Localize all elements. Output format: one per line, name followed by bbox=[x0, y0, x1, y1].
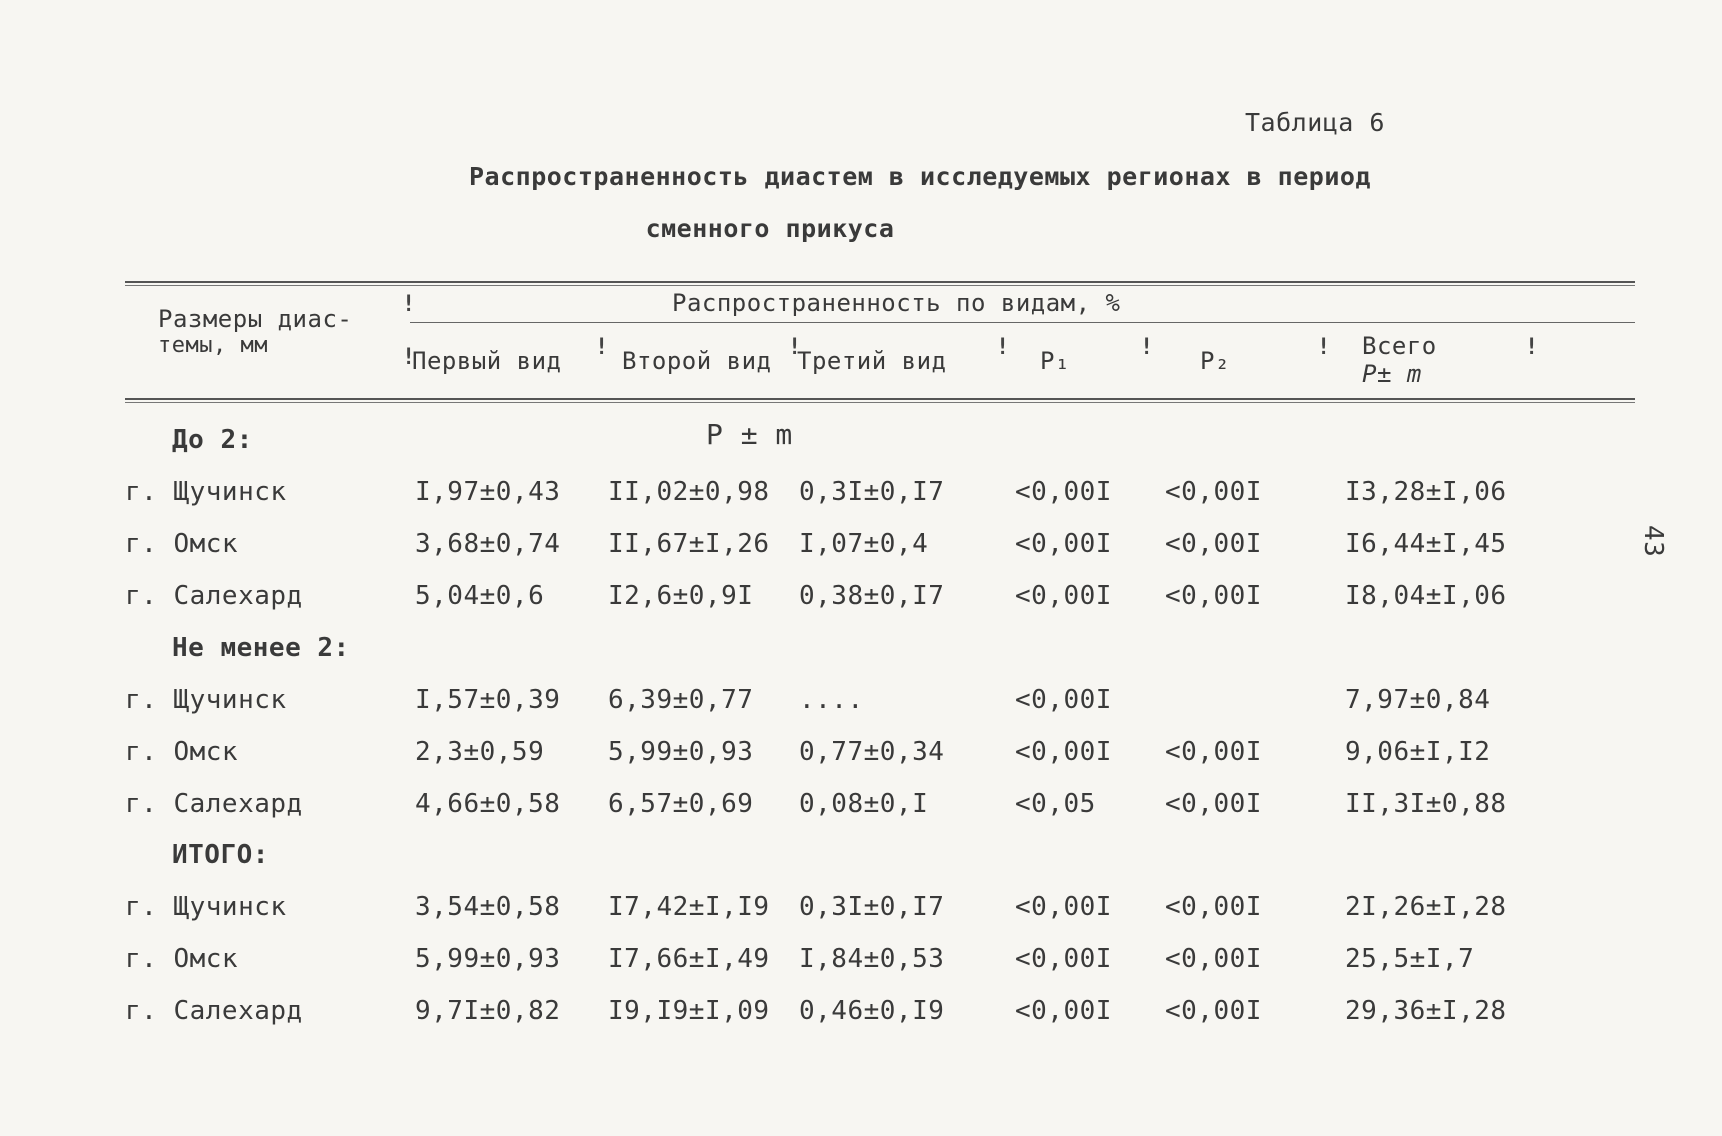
separator-mark: ! bbox=[595, 335, 609, 360]
cell-p2: <0,00I bbox=[1165, 996, 1262, 1026]
cell-p1: <0,00I bbox=[1015, 892, 1112, 922]
table-number: Таблица 6 bbox=[1245, 108, 1385, 137]
cell-p1: <0,00I bbox=[1015, 996, 1112, 1026]
table-title-line-2: сменного прикуса bbox=[645, 214, 895, 243]
column-header-third: Третий вид bbox=[797, 347, 947, 375]
cell-city: г. Щучинск bbox=[125, 685, 287, 715]
cell-third-type: 0,08±0,I bbox=[799, 789, 929, 819]
cell-p2: <0,00I bbox=[1165, 737, 1262, 767]
cell-total: 25,5±I,7 bbox=[1345, 944, 1475, 974]
cell-p2: <0,00I bbox=[1165, 944, 1262, 974]
header-bottom-rule bbox=[125, 398, 1635, 400]
size-column-header-line-1: Размеры диас- bbox=[158, 305, 353, 333]
cell-total: 2I,26±I,28 bbox=[1345, 892, 1507, 922]
cell-total: I6,44±I,45 bbox=[1345, 529, 1507, 559]
table-top-rule-secondary bbox=[125, 285, 1635, 286]
cell-city: г. Омск bbox=[125, 737, 239, 767]
column-header-second: Второй вид bbox=[622, 347, 772, 375]
separator-mark: ! bbox=[402, 292, 416, 317]
cell-p1: <0,05 bbox=[1015, 789, 1096, 819]
cell-first-type: 5,04±0,6 bbox=[415, 581, 545, 611]
cell-first-type: 5,99±0,93 bbox=[415, 944, 561, 974]
cell-city: г. Щучинск bbox=[125, 477, 287, 507]
separator-mark: ! bbox=[788, 335, 802, 360]
separator-mark: ! bbox=[996, 335, 1010, 360]
cell-first-type: I,57±0,39 bbox=[415, 685, 561, 715]
cell-p1: <0,00I bbox=[1015, 685, 1112, 715]
cell-first-type: 3,54±0,58 bbox=[415, 892, 561, 922]
cell-third-type: 0,46±0,I9 bbox=[799, 996, 945, 1026]
cell-total: I3,28±I,06 bbox=[1345, 477, 1507, 507]
cell-p2: <0,00I bbox=[1165, 581, 1262, 611]
cell-total: 9,06±I,I2 bbox=[1345, 737, 1491, 767]
table-title-line-1: Распространенность диастем в исследуемых регионах в период bbox=[469, 162, 1371, 191]
cell-city: г. Салехард bbox=[125, 996, 303, 1026]
table-top-rule bbox=[125, 281, 1635, 283]
cell-p1: <0,00I bbox=[1015, 529, 1112, 559]
section-label: Не менее 2: bbox=[172, 633, 350, 663]
section-label: До 2: bbox=[172, 425, 253, 455]
cell-second-type: II,02±0,98 bbox=[608, 477, 770, 507]
cell-p2: <0,00I bbox=[1165, 892, 1262, 922]
separator-mark: ! bbox=[1525, 335, 1539, 360]
cell-first-type: 3,68±0,74 bbox=[415, 529, 561, 559]
cell-second-type: I7,66±I,49 bbox=[608, 944, 770, 974]
cell-third-type: .... bbox=[799, 685, 864, 715]
pm-label: P ± m bbox=[706, 418, 793, 451]
cell-first-type: 9,7I±0,82 bbox=[415, 996, 561, 1026]
cell-p1: <0,00I bbox=[1015, 581, 1112, 611]
cell-p1: <0,00I bbox=[1015, 477, 1112, 507]
cell-p2: <0,00I bbox=[1165, 789, 1262, 819]
group-header: Распространенность по видам, % bbox=[672, 289, 1121, 317]
cell-third-type: I,07±0,4 bbox=[799, 529, 929, 559]
separator-mark: ! bbox=[1140, 335, 1154, 360]
separator-mark: ! bbox=[402, 345, 416, 370]
separator-mark: ! bbox=[1317, 335, 1331, 360]
cell-first-type: 4,66±0,58 bbox=[415, 789, 561, 819]
size-column-header-line-2: темы, мм bbox=[158, 333, 268, 358]
cell-city: г. Салехард bbox=[125, 581, 303, 611]
section-label: ИТОГО: bbox=[172, 840, 269, 870]
cell-total: 29,36±I,28 bbox=[1345, 996, 1507, 1026]
cell-third-type: 0,3I±0,I7 bbox=[799, 477, 945, 507]
cell-p2: <0,00I bbox=[1165, 529, 1262, 559]
group-header-rule bbox=[410, 322, 1635, 323]
cell-city: г. Омск bbox=[125, 529, 239, 559]
cell-third-type: 0,3I±0,I7 bbox=[799, 892, 945, 922]
cell-first-type: 2,3±0,59 bbox=[415, 737, 545, 767]
cell-third-type: 0,38±0,I7 bbox=[799, 581, 945, 611]
cell-second-type: 6,39±0,77 bbox=[608, 685, 754, 715]
cell-third-type: I,84±0,53 bbox=[799, 944, 945, 974]
cell-second-type: 6,57±0,69 bbox=[608, 789, 754, 819]
cell-p2: <0,00I bbox=[1165, 477, 1262, 507]
cell-second-type: I2,6±0,9I bbox=[608, 581, 754, 611]
column-header-p1: P₁ bbox=[1040, 347, 1070, 375]
column-header-p2: P₂ bbox=[1200, 347, 1230, 375]
cell-city: г. Омск bbox=[125, 944, 239, 974]
column-header-total-line-2: P± m bbox=[1362, 360, 1422, 388]
cell-total: I8,04±I,06 bbox=[1345, 581, 1507, 611]
cell-total: 7,97±0,84 bbox=[1345, 685, 1491, 715]
header-bottom-rule-secondary bbox=[125, 402, 1635, 403]
cell-second-type: I7,42±I,I9 bbox=[608, 892, 770, 922]
cell-city: г. Щучинск bbox=[125, 892, 287, 922]
cell-first-type: I,97±0,43 bbox=[415, 477, 561, 507]
cell-second-type: II,67±I,26 bbox=[608, 529, 770, 559]
cell-third-type: 0,77±0,34 bbox=[799, 737, 945, 767]
cell-p1: <0,00I bbox=[1015, 737, 1112, 767]
column-header-first: Первый вид bbox=[412, 347, 562, 375]
cell-second-type: 5,99±0,93 bbox=[608, 737, 754, 767]
cell-second-type: I9,I9±I,09 bbox=[608, 996, 770, 1026]
column-header-total-line-1: Всего bbox=[1362, 332, 1437, 360]
cell-city: г. Салехард bbox=[125, 789, 303, 819]
page-number: 43 bbox=[1638, 525, 1668, 558]
cell-p1: <0,00I bbox=[1015, 944, 1112, 974]
cell-total: II,3I±0,88 bbox=[1345, 789, 1507, 819]
